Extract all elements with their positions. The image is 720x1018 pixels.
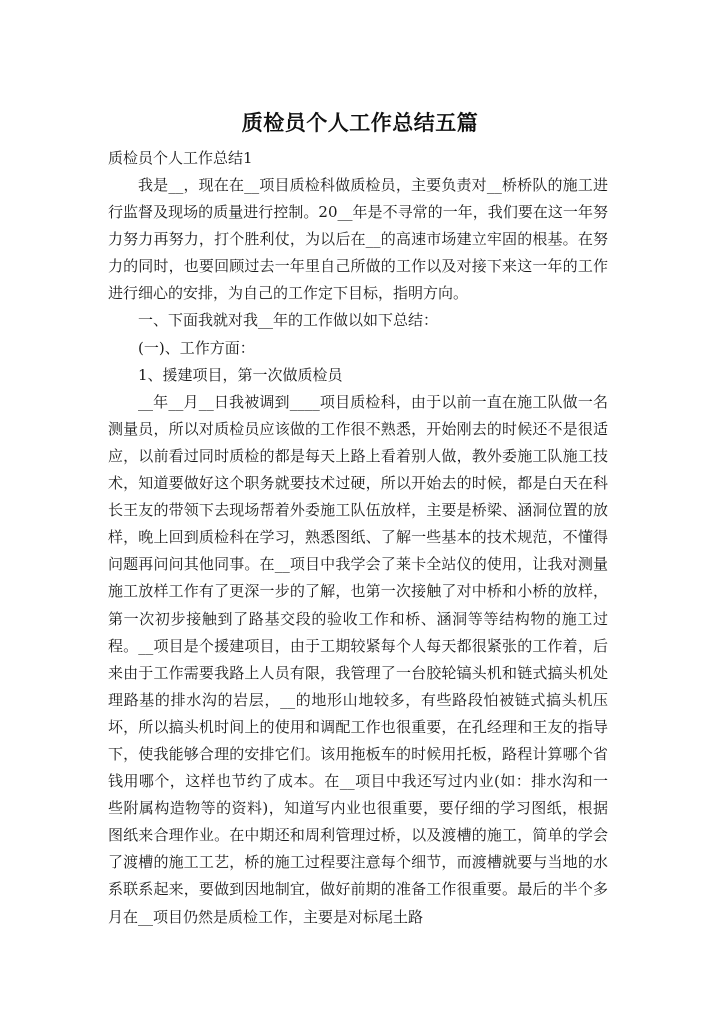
paragraph-intro: 我是__，现在在__项目质检科做质检员，主要负责对__桥桥队的施工进行监督及现场的质量进行控制。20__年是不寻常的一年，我们要在这一年努力努力再努力，打个胜利仗，为以后在__的高速市场建立牢固的根基。在努力的同时，也要回顾过去一年里自己所做的工作以及对接下来这一年的工作进行细心的安排，为自己的工作定下目标，指明方向。 — [108, 176, 608, 303]
document-body — [108, 172, 608, 931]
paragraph-work-aspect: (一)、工作方面： — [138, 338, 255, 357]
document-title: 质检员个人工作总结五篇 — [241, 111, 479, 135]
paragraph-summary-heading: 一、下面我就对我__年的工作做以如下总结： — [138, 311, 439, 330]
paragraph-item-1: 1、援建项目，第一次做质检员 — [138, 365, 343, 384]
section-heading: 质检员个人工作总结1 — [108, 149, 253, 167]
paragraph-details: __年__月__日我被调到____项目质检科，由于以前一直在施工队做一名测量员，所以对质检员应该做的工作很不熟悉，开始刚去的时候还不是很适应，以前看过同时质检的都是每天上路上看着别人做，教外委施工队施工技术，知道要做好这个职务就要技术过硬，所以开始去的时候，都是白天在科长王友的带领下去现场帮着外委施工队伍放样，主要是桥梁、涵洞位置的放样，晚上回到质检科在学习，熟悉图纸、了解一些基本的技术规范，不懂得问题再问问其他同事。在__项目中我学会了莱卡全站仪的使用，让我对测量施工放样工作有了更深一步的了解，也第一次接触了对中桥和小桥的放样，第一次初步接触到了路基交段的验收工作和桥、涵洞等等结构物的施工过程。__项目是个援建项目，由于工期较紧每个人每天都很紧张的工作着，后来由于工作需要我路上人员有限，我管理了一台胶轮镐头机和链式搞头机处理路基的排水沟的岩层，__的地形山地较多，有些路段怕被链式搞头机压坏，所以搞头机时间上的使用和调配工作也很重要，在孔经理和王友的指导下，使我能够合理的安排它们。该用拖板车的时候用托板，路程计算哪个省钱用哪个，这样也节约了成本。在__项目中我还写过内业(如：排水沟和一些附属构造物等的资料)，知道写内业也很重要，要仔细的学习图纸，根据图纸来合理作业。在中期还和周利管理过桥，以及渡槽的施工，简单的学会了渡槽的施工工艺，桥的施工过程要注意每个细节，而渡槽就要与当地的水系联系起来，要做到因地制宜，做好前期的准备工作很重要。最后的半个多月在__项目仍然是质检工作，主要是对标尾土路 — [108, 392, 608, 926]
